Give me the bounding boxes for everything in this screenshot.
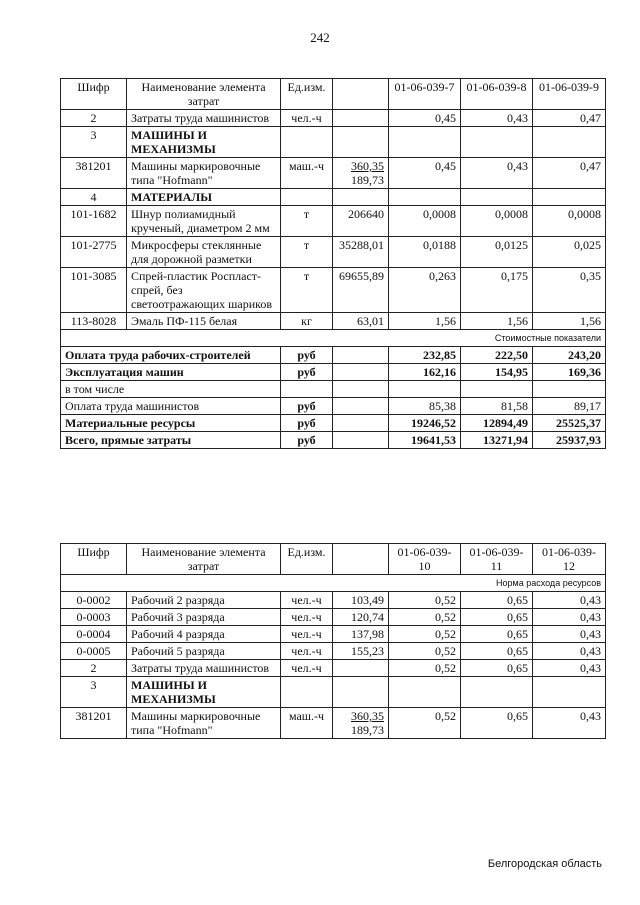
- row-unit: чел.-ч: [281, 626, 333, 643]
- resource-table-2: [60, 543, 606, 739]
- summary-empty: [333, 347, 389, 364]
- row-value-3: 0,47: [533, 110, 606, 127]
- row-name: МАШИНЫ И МЕХАНИЗМЫ: [127, 127, 281, 158]
- summary-unit: руб: [281, 432, 333, 449]
- summary-value-2: [461, 381, 533, 398]
- summary-value-2: 81,58: [461, 398, 533, 415]
- row-value-1: 1,56: [389, 313, 461, 330]
- row-price: [333, 708, 389, 739]
- row-price: [333, 158, 389, 189]
- row-value-2: 0,65: [461, 660, 533, 677]
- row-value-2: 1,56: [461, 313, 533, 330]
- header-unit: Ед.изм.: [281, 544, 333, 575]
- row-value-3: 0,0008: [533, 206, 606, 237]
- table-row: [61, 110, 606, 127]
- header-price: [333, 544, 389, 575]
- summary-row: [61, 398, 606, 415]
- header-c1: 01-06-039-7: [389, 79, 461, 110]
- row-code: 101-2775: [61, 237, 127, 268]
- row-code: 381201: [61, 708, 127, 739]
- row-name: МАТЕРИАЛЫ: [127, 189, 281, 206]
- row-value-2: [461, 127, 533, 158]
- table-row: [61, 189, 606, 206]
- row-code: 2: [61, 110, 127, 127]
- row-price-value: 120,74: [351, 610, 384, 624]
- row-price-secondary: 189,73: [351, 723, 384, 737]
- row-price-value: 360,35: [351, 159, 384, 173]
- summary-row: [61, 364, 606, 381]
- row-price-value: 103,49: [351, 593, 384, 607]
- summary-unit: руб: [281, 347, 333, 364]
- row-value-1: 0,263: [389, 268, 461, 313]
- summary-value-1: [389, 381, 461, 398]
- row-value-1: [389, 127, 461, 158]
- summary-value-1: 162,16: [389, 364, 461, 381]
- row-value-1: 0,0008: [389, 206, 461, 237]
- row-name: Эмаль ПФ-115 белая: [127, 313, 281, 330]
- row-value-3: 0,43: [533, 626, 606, 643]
- summary-empty: [333, 398, 389, 415]
- row-value-1: 0,52: [389, 643, 461, 660]
- row-value-3: 0,43: [533, 660, 606, 677]
- summary-name: Материальные ресурсы: [61, 415, 281, 432]
- row-price: [333, 206, 389, 237]
- table-row: [61, 237, 606, 268]
- summary-empty: [333, 432, 389, 449]
- table-row: [61, 592, 606, 609]
- row-price-value: 155,23: [351, 644, 384, 658]
- row-price-secondary: 189,73: [351, 173, 384, 187]
- section-label: Норма расхода ресурсов: [61, 575, 606, 592]
- row-unit: [281, 127, 333, 158]
- row-price-value: 63,01: [357, 314, 384, 328]
- row-value-2: 0,43: [461, 110, 533, 127]
- row-code: 0-0003: [61, 609, 127, 626]
- row-price: [333, 626, 389, 643]
- row-price: [333, 592, 389, 609]
- header-c2: 01-06-039-8: [461, 79, 533, 110]
- row-code: 2: [61, 660, 127, 677]
- table-row: [61, 660, 606, 677]
- row-unit: т: [281, 237, 333, 268]
- summary-unit: руб: [281, 364, 333, 381]
- summary-empty: [333, 381, 389, 398]
- row-value-2: [461, 189, 533, 206]
- row-value-3: 0,43: [533, 592, 606, 609]
- row-unit: маш.-ч: [281, 158, 333, 189]
- summary-empty: [333, 415, 389, 432]
- summary-name: Всего, прямые затраты: [61, 432, 281, 449]
- table-row: [61, 313, 606, 330]
- row-name: Затраты труда машинистов: [127, 660, 281, 677]
- row-value-2: 0,0008: [461, 206, 533, 237]
- summary-row: [61, 347, 606, 364]
- resource-table-1: [60, 78, 606, 449]
- table-row: [61, 643, 606, 660]
- summary-value-3: [533, 381, 606, 398]
- row-unit: чел.-ч: [281, 609, 333, 626]
- summary-row: [61, 381, 606, 398]
- summary-value-1: 232,85: [389, 347, 461, 364]
- row-name: Рабочий 4 разряда: [127, 626, 281, 643]
- page-number: 242: [310, 30, 330, 45]
- row-code: 101-1682: [61, 206, 127, 237]
- row-name: Машины маркировочные типа "Hofmann": [127, 158, 281, 189]
- summary-name: в том числе: [61, 381, 281, 398]
- row-name: Микросферы стеклянные для дорожной разметки: [127, 237, 281, 268]
- summary-value-2: 13271,94: [461, 432, 533, 449]
- row-value-1: 0,52: [389, 660, 461, 677]
- row-code: 0-0005: [61, 643, 127, 660]
- row-unit: [281, 677, 333, 708]
- row-value-3: [533, 189, 606, 206]
- row-code: 4: [61, 189, 127, 206]
- row-code: 3: [61, 127, 127, 158]
- section-row: [61, 330, 606, 347]
- header-row: [61, 544, 606, 575]
- row-value-2: 0,65: [461, 592, 533, 609]
- row-value-2: 0,65: [461, 609, 533, 626]
- section-row: [61, 575, 606, 592]
- row-value-2: 0,43: [461, 158, 533, 189]
- row-value-1: 0,45: [389, 158, 461, 189]
- row-unit: чел.-ч: [281, 110, 333, 127]
- row-value-3: 0,43: [533, 609, 606, 626]
- row-value-3: 0,025: [533, 237, 606, 268]
- row-name: Рабочий 3 разряда: [127, 609, 281, 626]
- row-value-2: 0,0125: [461, 237, 533, 268]
- summary-value-3: 169,36: [533, 364, 606, 381]
- summary-unit: [281, 381, 333, 398]
- summary-value-3: 89,17: [533, 398, 606, 415]
- table-row: [61, 626, 606, 643]
- summary-value-2: 222,50: [461, 347, 533, 364]
- header-unit: Ед.изм.: [281, 79, 333, 110]
- row-price-value: 69655,89: [339, 269, 384, 283]
- row-value-3: 0,47: [533, 158, 606, 189]
- row-unit: маш.-ч: [281, 708, 333, 739]
- row-name: Шнур полиамидный крученый, диаметром 2 мм: [127, 206, 281, 237]
- row-name: Рабочий 2 разряда: [127, 592, 281, 609]
- summary-name: Эксплуатация машин: [61, 364, 281, 381]
- summary-value-1: 19246,52: [389, 415, 461, 432]
- table-row: [61, 708, 606, 739]
- row-value-3: [533, 677, 606, 708]
- row-name: Затраты труда машинистов: [127, 110, 281, 127]
- header-row: [61, 79, 606, 110]
- section-label: Стоимостные показатели: [61, 330, 606, 347]
- footer-region: Белгородская область: [487, 858, 602, 870]
- row-unit: чел.-ч: [281, 660, 333, 677]
- summary-name: Оплата труда машинистов: [61, 398, 281, 415]
- row-value-3: 0,43: [533, 708, 606, 739]
- row-price-value: 360,35: [351, 709, 384, 723]
- row-unit: т: [281, 268, 333, 313]
- summary-value-3: 25525,37: [533, 415, 606, 432]
- row-price: [333, 189, 389, 206]
- row-price-value: 137,98: [351, 627, 384, 641]
- header-c3: 01-06-039-9: [533, 79, 606, 110]
- row-value-2: 0,65: [461, 626, 533, 643]
- header-name: Наименование элемента затрат: [127, 79, 281, 110]
- summary-row: [61, 432, 606, 449]
- row-value-1: 0,45: [389, 110, 461, 127]
- row-unit: чел.-ч: [281, 643, 333, 660]
- header-code: Шифр: [61, 544, 127, 575]
- row-code: 101-3085: [61, 268, 127, 313]
- summary-empty: [333, 364, 389, 381]
- summary-value-3: 243,20: [533, 347, 606, 364]
- summary-value-2: 12894,49: [461, 415, 533, 432]
- row-unit: т: [281, 206, 333, 237]
- header-code: Шифр: [61, 79, 127, 110]
- summary-value-3: 25937,93: [533, 432, 606, 449]
- row-value-2: [461, 677, 533, 708]
- row-price-value: 35288,01: [339, 238, 384, 252]
- header-name: Наименование элемента затрат: [127, 544, 281, 575]
- row-value-1: 0,52: [389, 592, 461, 609]
- row-unit: чел.-ч: [281, 592, 333, 609]
- row-price: [333, 237, 389, 268]
- row-value-2: 0,175: [461, 268, 533, 313]
- header-price: [333, 79, 389, 110]
- summary-name: Оплата труда рабочих-строителей: [61, 347, 281, 364]
- row-price: [333, 609, 389, 626]
- row-code: 381201: [61, 158, 127, 189]
- row-name: МАШИНЫ И МЕХАНИЗМЫ: [127, 677, 281, 708]
- table-row: [61, 609, 606, 626]
- row-code: 0-0004: [61, 626, 127, 643]
- summary-value-2: 154,95: [461, 364, 533, 381]
- row-name: Спрей-пластик Роспласт-спрей, без светоотражающих шариков: [127, 268, 281, 313]
- row-code: 113-8028: [61, 313, 127, 330]
- row-price: [333, 127, 389, 158]
- row-value-1: 0,0188: [389, 237, 461, 268]
- row-price: [333, 677, 389, 708]
- row-value-3: 1,56: [533, 313, 606, 330]
- summary-unit: руб: [281, 398, 333, 415]
- row-code: 3: [61, 677, 127, 708]
- table-row: [61, 158, 606, 189]
- summary-value-1: 85,38: [389, 398, 461, 415]
- row-price: [333, 313, 389, 330]
- row-value-2: 0,65: [461, 708, 533, 739]
- row-value-1: 0,52: [389, 708, 461, 739]
- row-value-3: [533, 127, 606, 158]
- row-value-3: 0,35: [533, 268, 606, 313]
- summary-unit: руб: [281, 415, 333, 432]
- table-row: [61, 206, 606, 237]
- summary-value-1: 19641,53: [389, 432, 461, 449]
- row-value-1: 0,52: [389, 626, 461, 643]
- table-row: [61, 677, 606, 708]
- table-row: [61, 127, 606, 158]
- row-unit: [281, 189, 333, 206]
- row-value-1: [389, 189, 461, 206]
- header-c3: 01-06-039-12: [533, 544, 606, 575]
- header-c1: 01-06-039-10: [389, 544, 461, 575]
- row-price: [333, 660, 389, 677]
- row-name: Рабочий 5 разряда: [127, 643, 281, 660]
- row-name: Машины маркировочные типа "Hofmann": [127, 708, 281, 739]
- row-code: 0-0002: [61, 592, 127, 609]
- row-unit: кг: [281, 313, 333, 330]
- header-c2: 01-06-039-11: [461, 544, 533, 575]
- row-value-2: 0,65: [461, 643, 533, 660]
- row-value-1: 0,52: [389, 609, 461, 626]
- row-value-1: [389, 677, 461, 708]
- row-price: [333, 110, 389, 127]
- table-row: [61, 268, 606, 313]
- summary-row: [61, 415, 606, 432]
- row-price: [333, 643, 389, 660]
- row-value-3: 0,43: [533, 643, 606, 660]
- row-price-value: 206640: [348, 207, 384, 221]
- row-price: [333, 268, 389, 313]
